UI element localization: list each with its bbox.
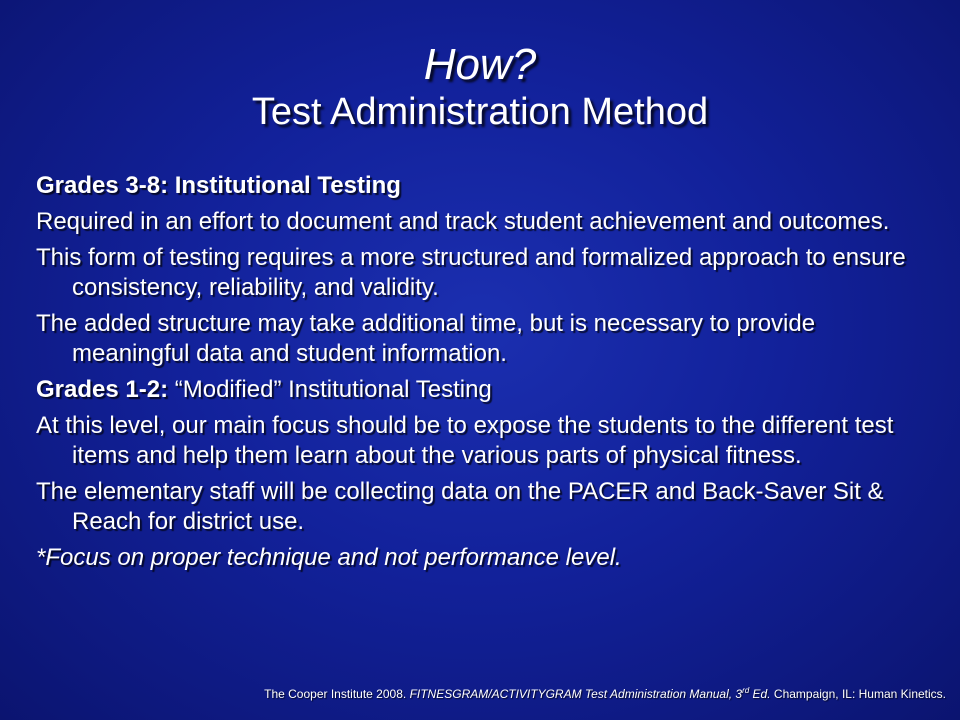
grades-1-2-heading	[36, 375, 936, 405]
grades-1-2-title: “Modified” Institutional Testing	[168, 376, 492, 403]
citation-edition: Ed.	[749, 687, 771, 701]
paragraph-added-structure: The added structure may take additional time, but is necessary to provide meaningful data and student information.	[36, 310, 816, 367]
title-question: How?	[423, 40, 537, 89]
citation-source: The Cooper Institute 2008.	[264, 687, 410, 701]
citation-publisher: Champaign, IL: Human Kinetics.	[770, 687, 946, 701]
grades-1-2-label: Grades 1-2:	[36, 376, 169, 403]
paragraph-required: Required in an effort to document and track student achievement and outcomes.	[36, 208, 890, 235]
paragraph-elementary-staff: The elementary staff will be collecting data on the PACER and Back-Saver Sit & Reach for district use.	[36, 478, 884, 535]
note-technique: *Focus on proper technique and not performance level.	[36, 544, 622, 571]
paragraph-focus: At this level, our main focus should be to expose the students to the different test items and help them learn about the various parts of physical fitness.	[36, 412, 894, 469]
title-subtitle: Test Administration Method	[251, 91, 709, 133]
slide-body	[36, 171, 936, 579]
citation-manual: FITNESGRAM/ACTIVITYGRAM Test Administration Manual, 3	[409, 687, 743, 701]
grades-3-8-heading: Grades 3-8: Institutional Testing	[36, 172, 401, 199]
citation-sup: rd	[742, 686, 750, 695]
paragraph-structured: This form of testing requires a more structured and formalized approach to ensure consistency, reliability, and validity.	[36, 244, 906, 301]
slide-title	[0, 40, 960, 134]
citation-footer	[264, 686, 946, 702]
